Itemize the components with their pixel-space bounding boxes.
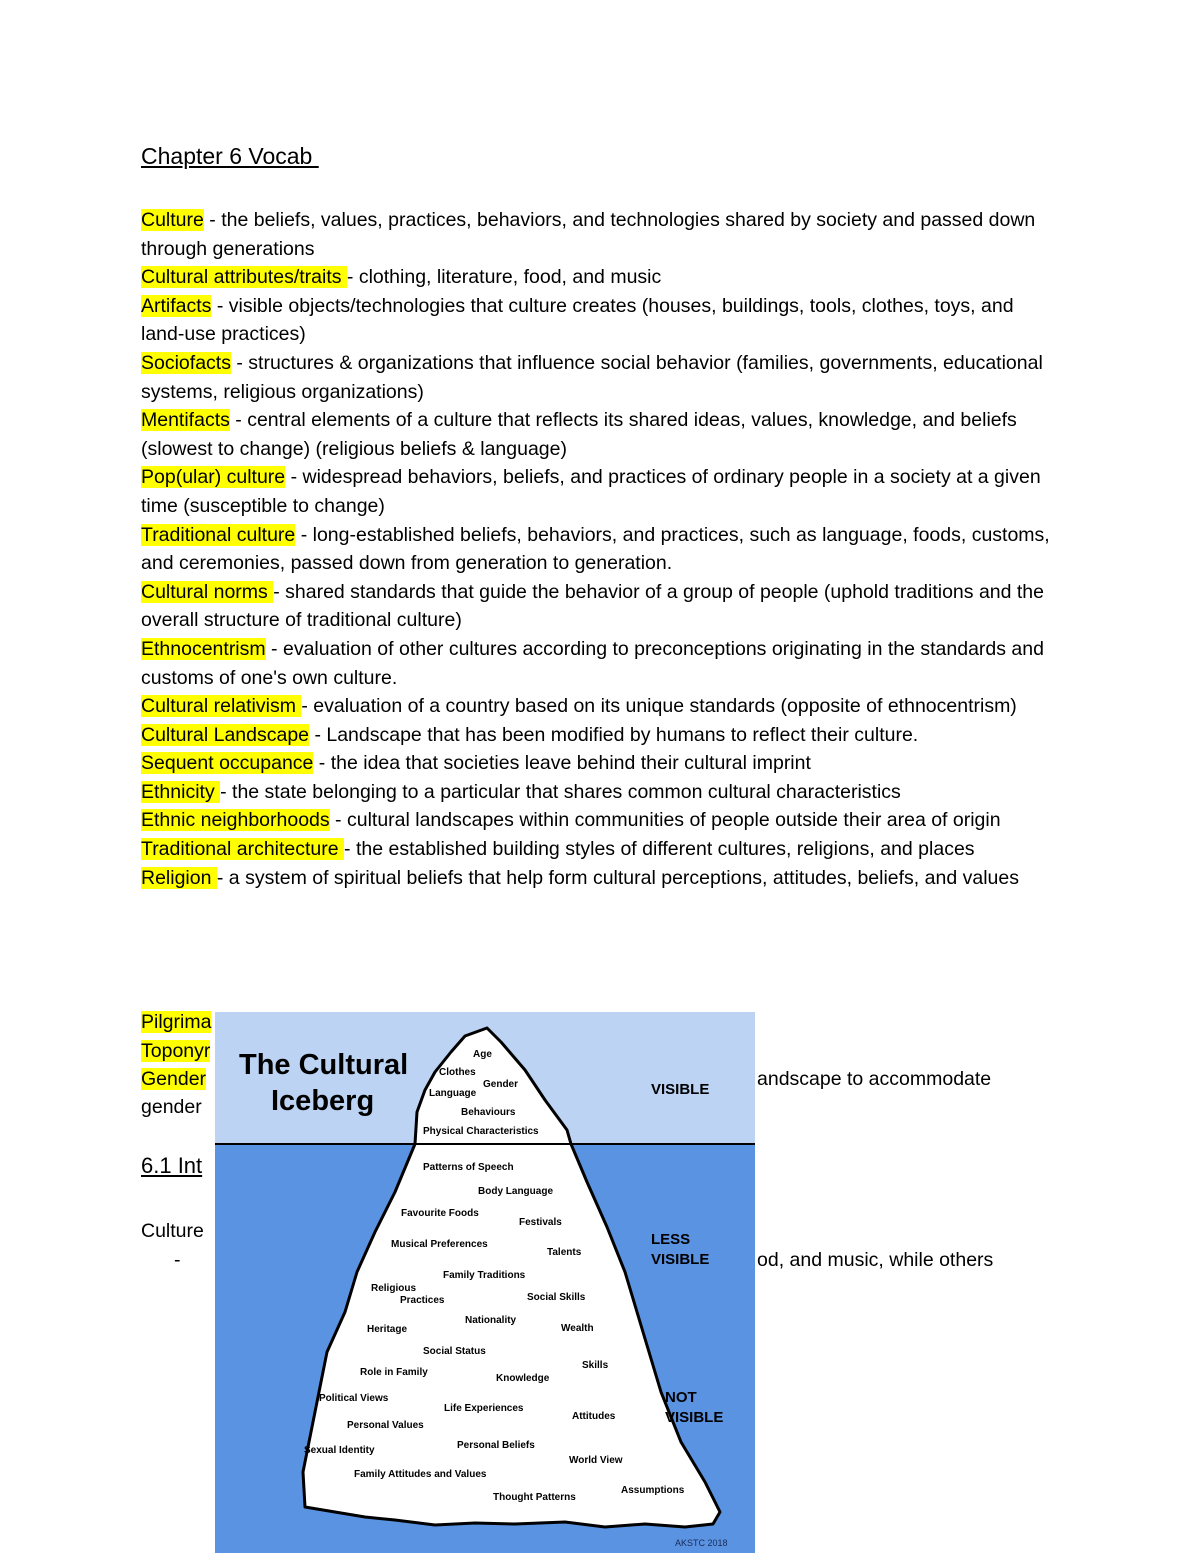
vocab-definition: - cultural landscapes within communities of people outside their area of origin (329, 809, 1001, 832)
iceberg-item: Wealth (561, 1323, 594, 1334)
vocab-term: Traditional culture (141, 523, 296, 546)
vocab-term: Cultural Landscape (141, 723, 310, 746)
vocab-definition: - structures & organizations that influence social behavior (families, governments, educational systems, religious organizations) (141, 351, 1043, 403)
partial-term: Toponyr (141, 1040, 211, 1062)
vocab-entry (141, 749, 1061, 778)
vocab-definition: - clothing, literature, food, and music (346, 266, 662, 289)
vocab-entry (141, 721, 1061, 750)
vocab-entry (141, 692, 1061, 721)
vocab-definition: - evaluation of a country based on its unique standards (opposite of ethnocentrism) (301, 695, 1017, 718)
vocab-definition: - long-established beliefs, behaviors, and practices, such as language, foods, customs, and ceremonies, passed down from generation to generation. (141, 523, 1050, 575)
iceberg-item: Attitudes (572, 1411, 616, 1422)
zone-label-not-visible: VISIBLE (665, 1409, 724, 1426)
vocab-entry (141, 463, 1061, 520)
bullet-text-fragment: od, and music, while others (757, 1249, 994, 1271)
vocab-definition: - visible objects/technologies that culture creates (houses, buildings, tools, clothes, toys, and land-use practices) (141, 294, 1014, 346)
vocab-term: Culture (141, 209, 204, 231)
iceberg-item: Heritage (367, 1324, 408, 1335)
iceberg-item: Musical Preferences (391, 1239, 488, 1250)
iceberg-item: Gender (483, 1079, 519, 1090)
vocab-entry (141, 406, 1061, 463)
vocab-definition: - central elements of a culture that reflects its shared ideas, values, knowledge, and beliefs (slowest to change) (religious beliefs & language) (141, 409, 1017, 460)
vocab-term: Cultural attributes/traits (141, 266, 347, 289)
partial-term: Gender (141, 1068, 207, 1090)
bullet-marker: - (174, 1249, 181, 1271)
vocab-definition: - Landscape that has been modified by humans to reflect their culture. (309, 723, 919, 746)
vocab-term: Sociofacts (141, 351, 231, 374)
vocab-definition: - the state belonging to a particular that shares common cultural characteristics (220, 780, 901, 803)
vocab-definition: - shared standards that guide the behavior of a group of people (uphold traditions and the overall structure of traditional culture) (141, 580, 1045, 632)
vocab-term: Ethnicity (141, 780, 221, 803)
cultural-iceberg-image (215, 1012, 755, 1553)
vocab-definition: - the idea that societies leave behind their cultural imprint (313, 752, 811, 775)
vocab-term: Sequent occupance (141, 752, 314, 775)
iceberg-credit: AKSTC 2018 (675, 1538, 728, 1548)
iceberg-item: Clothes (439, 1067, 476, 1078)
vocab-term: Traditional architecture (141, 838, 345, 861)
iceberg-item: Knowledge (496, 1373, 550, 1384)
vocab-entry (141, 263, 1061, 292)
vocab-entry (141, 835, 1061, 864)
vocab-term: Ethnic neighborhoods (141, 809, 330, 832)
zone-label-visible: VISIBLE (651, 1081, 710, 1098)
vocab-list (141, 206, 1061, 892)
vocab-entry (141, 292, 1061, 349)
vocab-definition: - a system of spiritual beliefs that help form cultural perceptions, attitudes, beliefs, and values (216, 866, 1019, 889)
iceberg-item: Family Attitudes and Values (354, 1469, 487, 1480)
iceberg-item: Social Skills (527, 1292, 586, 1303)
vocab-entry (141, 349, 1061, 406)
iceberg-item: Skills (582, 1360, 609, 1371)
paragraph-start: Culture (141, 1220, 204, 1242)
iceberg-item: Thought Patterns (493, 1492, 576, 1503)
vocab-entry (141, 778, 1061, 807)
vocab-entry (141, 864, 1061, 893)
zone-label-less-visible: VISIBLE (651, 1251, 710, 1268)
vocab-entry (141, 578, 1061, 635)
iceberg-item: Personal Beliefs (457, 1440, 535, 1451)
partial-definition: andscape to accommodate (757, 1068, 992, 1090)
vocab-definition: - evaluation of other cultures according to preconceptions originating in the standards and customs of one's own culture. (141, 637, 1044, 689)
vocab-definition: - the established building styles of different cultures, religions, and places (344, 838, 975, 861)
zone-label-less: LESS (651, 1231, 691, 1248)
partial-definition: gender (141, 1096, 202, 1118)
partial-term: Pilgrima (141, 1011, 212, 1033)
section-heading: 6.1 Int (141, 1153, 203, 1178)
iceberg-item: Talents (547, 1247, 582, 1258)
vocab-term: Artifacts (141, 294, 212, 317)
vocab-entry (141, 635, 1061, 692)
iceberg-item: Family Traditions (443, 1270, 526, 1281)
iceberg-item: Sexual Identity (304, 1445, 375, 1456)
vocab-term: Cultural norms (141, 580, 274, 603)
vocab-term: Religion (141, 866, 217, 889)
vocab-term: Cultural relativism (141, 695, 302, 718)
iceberg-item: World View (569, 1455, 623, 1466)
iceberg-item: Physical Characteristics (423, 1126, 539, 1137)
iceberg-item: Behaviours (461, 1107, 516, 1118)
vocab-entry (141, 521, 1061, 578)
iceberg-item: Religious (371, 1283, 417, 1294)
iceberg-item: Social Status (423, 1346, 486, 1357)
iceberg-item: Assumptions (621, 1485, 685, 1496)
page-title: Chapter 6 Vocab (141, 143, 319, 169)
iceberg-title-line1: The Cultural (239, 1049, 409, 1081)
vocab-entry (141, 806, 1061, 835)
iceberg-item: Patterns of Speech (423, 1162, 514, 1173)
iceberg-item: Age (473, 1049, 492, 1060)
iceberg-title-line2: Iceberg (271, 1085, 375, 1117)
iceberg-item: Life Experiences (444, 1403, 524, 1414)
iceberg-item: Role in Family (360, 1367, 428, 1378)
iceberg-item: Festivals (519, 1217, 562, 1228)
iceberg-item: Body Language (478, 1186, 554, 1197)
iceberg-item: Personal Values (347, 1420, 424, 1431)
iceberg-item: Political Views (319, 1393, 389, 1404)
vocab-definition: - the beliefs, values, practices, behaviors, and technologies shared by society and passed down through generations (141, 209, 1036, 260)
vocab-entry (141, 206, 1061, 263)
vocab-term: Pop(ular) culture (141, 466, 286, 489)
vocab-term: Ethnocentrism (141, 637, 266, 660)
vocab-term: Mentifacts (141, 409, 230, 432)
iceberg-item: Nationality (465, 1315, 517, 1326)
iceberg-item: Practices (400, 1295, 445, 1306)
iceberg-item: Language (429, 1088, 477, 1099)
vocab-definition: - widespread behaviors, beliefs, and practices of ordinary people in a society at a given time (susceptible to change) (141, 466, 1041, 517)
zone-label-not: NOT (665, 1389, 697, 1406)
iceberg-item: Favourite Foods (401, 1208, 479, 1219)
